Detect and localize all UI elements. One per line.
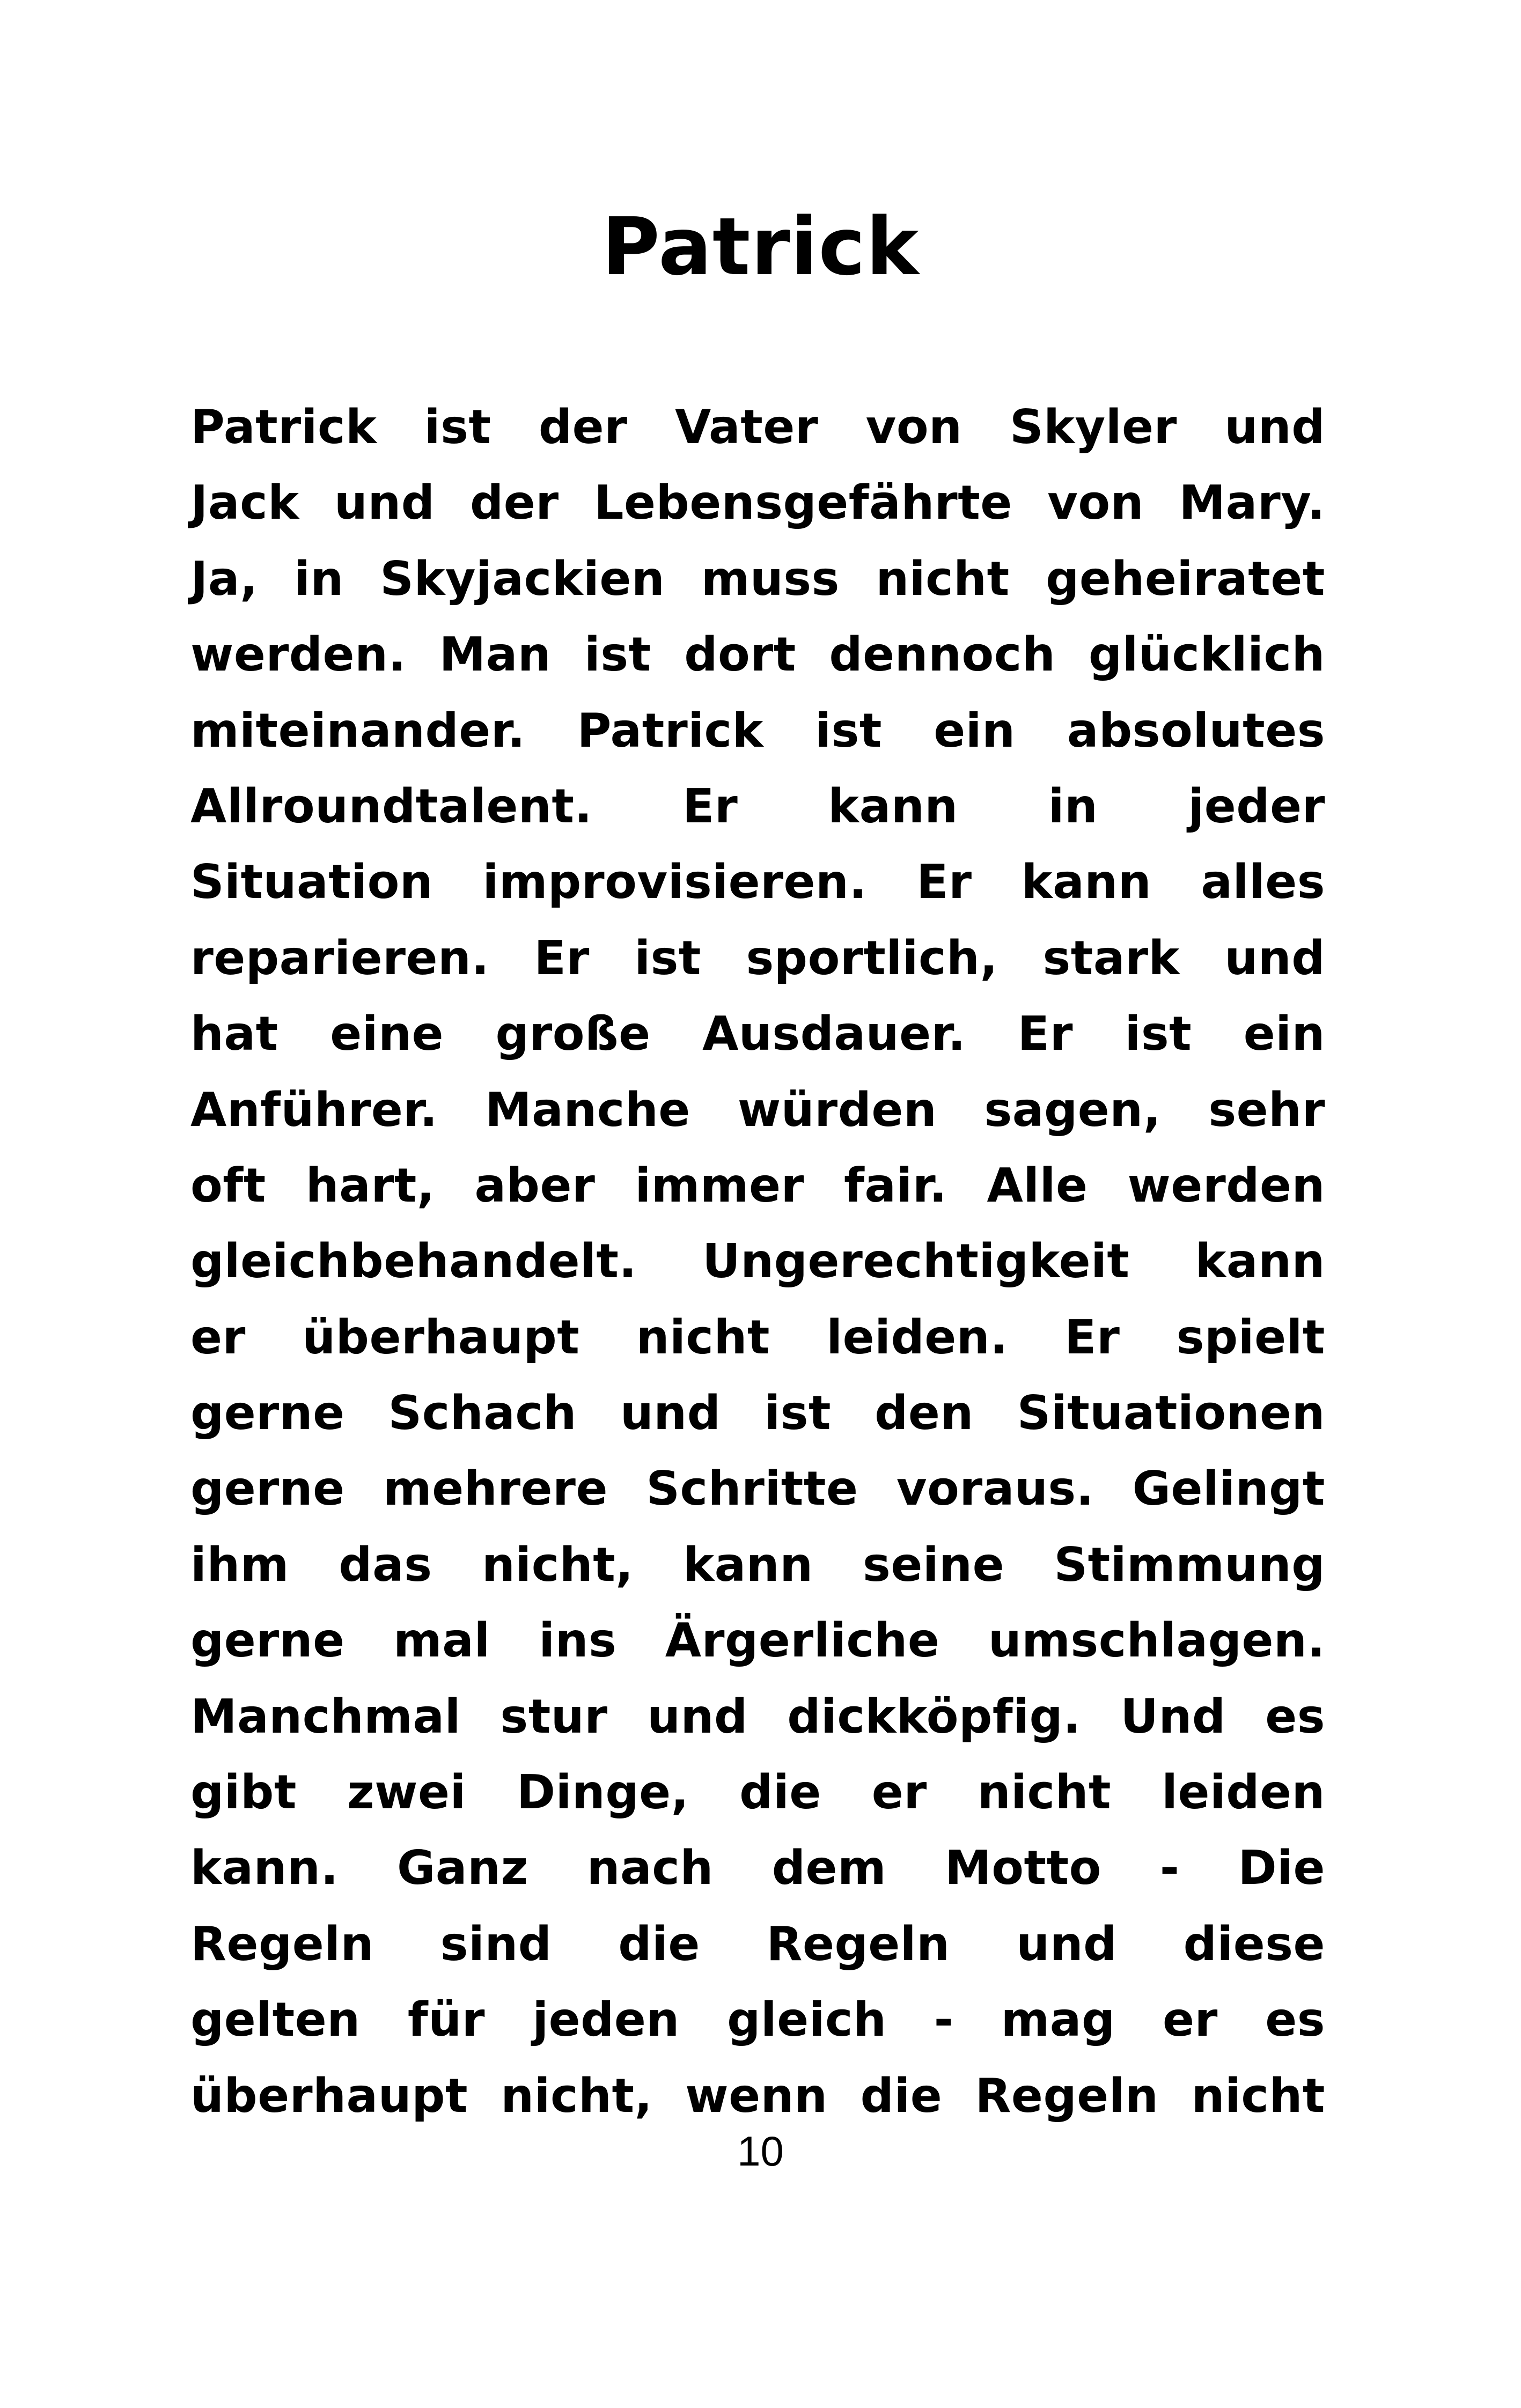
text-line: überhaupt nicht, wenn die Regeln nicht (190, 2068, 1325, 2123)
text-line: er überhaupt nicht leiden. Er spielt (190, 1309, 1325, 1365)
text-line: Ja, in Skyjackien muss nicht geheiratet (190, 551, 1325, 606)
page-number: 10 (737, 2127, 784, 2175)
text-line: Manchmal stur und dickköpfig. Und es (190, 1689, 1325, 1744)
text-line: Jack und der Lebensgefährte von Mary. (190, 475, 1325, 531)
text-line: gerne Schach und ist den Situationen (190, 1386, 1325, 1441)
text-line: ihm das nicht, kann seine Stimmung (190, 1537, 1325, 1592)
text-line: Patrick ist der Vater von Skyler und (190, 400, 1325, 454)
text-line: gerne mal ins Ärgerliche umschlagen. (190, 1613, 1325, 1668)
text-line: Allroundtalent. Er kann in jeder (190, 778, 1325, 834)
chapter-title: Patrick (601, 201, 920, 293)
text-line: hat eine große Ausdauer. Er ist ein (190, 1006, 1325, 1062)
text-line: gibt zwei Dinge, die er nicht leiden (190, 1765, 1325, 1820)
text-line: oft hart, aber immer fair. Alle werden (190, 1158, 1325, 1213)
text-line: gerne mehrere Schritte voraus. Gelingt (190, 1461, 1325, 1516)
text-line: reparieren. Er ist sportlich, stark und (190, 930, 1325, 985)
text-line: gleichbehandelt. Ungerechtigkeit kann (190, 1234, 1325, 1289)
text-line: werden. Man ist dort dennoch glücklich (190, 627, 1325, 682)
body-text (190, 389, 1325, 2134)
text-line: Anführer. Manche würden sagen, sehr (190, 1082, 1325, 1137)
text-line: miteinander. Patrick ist ein absolutes (190, 703, 1325, 758)
text-line: gelten für jeden gleich - mag er es (190, 1992, 1325, 2048)
text-line: kann. Ganz nach dem Motto - Die (190, 1840, 1325, 1896)
text-line: Regeln sind die Regeln und diese (190, 1916, 1325, 1971)
text-line: Situation improvisieren. Er kann alles (190, 855, 1325, 910)
